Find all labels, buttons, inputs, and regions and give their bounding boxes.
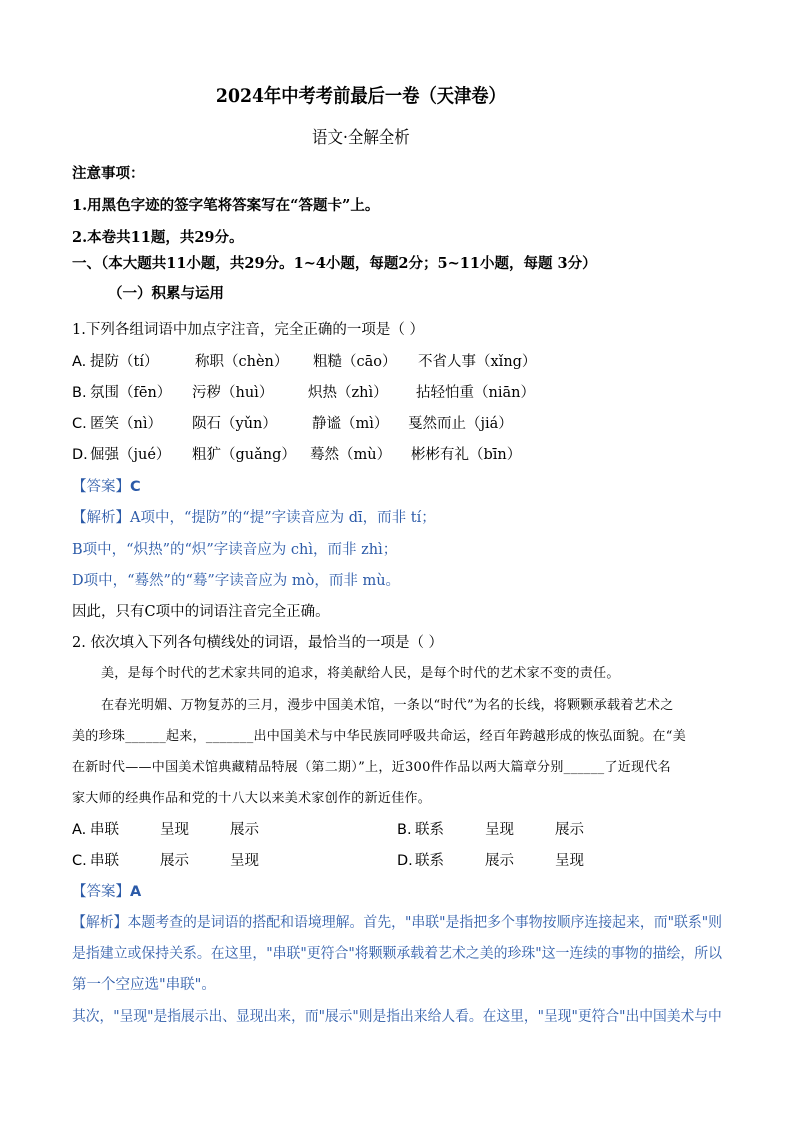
option-word: 不省人事（xǐng）	[418, 354, 537, 370]
option-label: A.	[72, 354, 87, 370]
question-2-analysis-line-2: 是指建立或保持关系。在这里，"串联"更符合"将颗颗承载着艺术之美的珍珠"这一连续的事物的描绘，所以	[72, 946, 722, 962]
answer-label: 【答案】	[72, 884, 130, 900]
option-word: 呈现	[160, 822, 189, 838]
option-word: 展示	[160, 853, 189, 869]
page-subtitle: 语文·全解全析	[312, 128, 410, 148]
option-word: 串联	[90, 853, 119, 869]
passage-line-1: 美，是每个时代的艺术家共同的追求，将美献给人民，是每个时代的艺术家不变的责任。	[101, 666, 620, 681]
option-label: C.	[72, 853, 87, 869]
option-word: 拈轻怕重（niān）	[416, 385, 535, 401]
question-1-analysis-line-2: B项中，“炽热”的“炽”字读音应为 chì，而非 zhì；	[72, 542, 398, 558]
option-word: 展示	[485, 853, 514, 869]
page-title: 2024年中考考前最后一卷（天津卷）	[215, 85, 506, 107]
answer-value: A	[130, 884, 142, 900]
option-label: A.	[72, 822, 87, 838]
option-word: 呈现	[555, 853, 584, 869]
option-label: C.	[72, 416, 87, 432]
question-2-stem: 2. 依次填入下列各句横线处的词语，最恰当的一项是（ ）	[72, 635, 444, 651]
question-1-analysis-line-4: 因此，只有C项中的词语注音完全正确。	[72, 604, 330, 620]
option-word: 倔强（jué）	[90, 447, 171, 463]
passage-line-3: 美的珍珠______起来，_______出中国美术与中华民族同呼吸共命运，经百年跨越形成的恢弘面貌。在“美	[72, 729, 687, 744]
option-label: B.	[72, 385, 87, 401]
notice-item-2: 2.本卷共11题，共29分。	[72, 229, 244, 246]
option-word: 提防（tí）	[90, 354, 159, 370]
option-label: D.	[397, 853, 413, 869]
question-2-analysis-line-4: 其次，"呈现"是指展示出、显现出来，而"展示"则是指出来给人看。在这里，"呈现"更符合"出中国美术与中	[72, 1009, 722, 1025]
option-word: 粗糙（cāo）	[313, 354, 397, 370]
option-word: 蓦然（mù）	[310, 447, 392, 463]
option-word: 陨石（yǔn）	[192, 416, 277, 432]
option-word: 静谧（mì）	[312, 416, 389, 432]
option-label: B.	[397, 822, 412, 838]
answer-label: 【答案】	[72, 479, 130, 495]
question-1-answer	[72, 477, 141, 497]
option-word: 展示	[230, 822, 259, 838]
option-word: 呈现	[485, 822, 514, 838]
question-1-analysis-line-1	[72, 508, 436, 528]
option-word: 氛围（fēn）	[90, 385, 172, 401]
passage-line-5: 家大师的经典作品和党的十八大以来美术家创作的新近佳作。	[72, 791, 432, 806]
option-word: 呈现	[230, 853, 259, 869]
option-word: 污秽（huì）	[192, 385, 274, 401]
answer-value: C	[130, 479, 141, 495]
option-word: 展示	[555, 822, 584, 838]
question-1-analysis-line-3: D项中，“蓦然”的“蓦”字读音应为 mò，而非 mù。	[72, 573, 401, 589]
analysis-label: 【解析】	[72, 915, 128, 931]
option-word: 联系	[415, 853, 444, 869]
analysis-text: A项中，“提防”的“提”字读音应为 dī，而非 tí；	[130, 510, 436, 526]
option-word: 戛然而止（jiá）	[408, 416, 513, 432]
section-subheading: （一）积累与运用	[108, 285, 224, 302]
option-word: 称职（chèn）	[195, 354, 289, 370]
notice-heading: 注意事项：	[72, 165, 145, 182]
option-word: 炽热（zhì）	[308, 385, 388, 401]
section-heading: 一、（本大题共11小题，共29分。1~4小题，每题2分；5~11小题，每题 3分）	[72, 255, 597, 272]
passage-line-2: 在春光明媚、万物复苏的三月，漫步中国美术馆，一条以“时代”为名的长线，将颗颗承载着艺术之	[101, 698, 674, 713]
notice-item-1: 1.用黑色字迹的签字笔将答案写在“答题卡”上。	[72, 197, 380, 214]
question-1-stem: 1.下列各组词语中加点字注音，完全正确的一项是（ ）	[72, 322, 424, 338]
option-label: D.	[72, 447, 88, 463]
analysis-text: 本题考查的是词语的搭配和语境理解。首先，"串联"是指把多个事物按顺序连接起来，而"联系"则	[127, 915, 722, 931]
option-word: 粗犷（guǎng）	[192, 447, 296, 463]
analysis-label: 【解析】	[72, 510, 130, 526]
question-2-analysis-line-1	[72, 913, 722, 933]
passage-line-4: 在新时代——中国美术馆典藏精品特展（第二期）”上，近300件作品以两大篇章分别______了近现代名	[72, 760, 671, 775]
question-2-answer	[72, 882, 141, 902]
option-word: 串联	[90, 822, 119, 838]
option-word: 联系	[415, 822, 444, 838]
option-word: 彬彬有礼（bīn）	[411, 447, 522, 463]
question-2-analysis-line-3: 第一个空应选"串联"。	[72, 977, 216, 993]
option-word: 匿笑（nì）	[90, 416, 162, 432]
